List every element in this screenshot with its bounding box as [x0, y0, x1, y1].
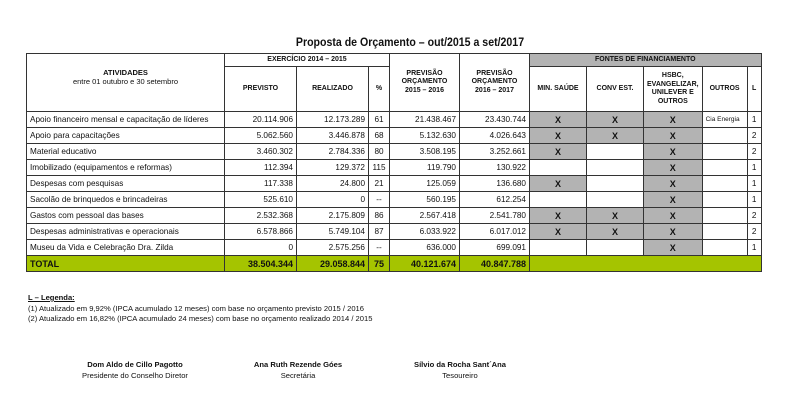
percent-cell: 115 — [369, 160, 390, 176]
percent-cell: 68 — [369, 128, 390, 144]
planned-cell: 525.610 — [225, 192, 297, 208]
total-label: TOTAL — [27, 256, 225, 272]
total-funding-blank — [530, 256, 762, 272]
funding-header: FONTES DE FINANCIAMENTO — [530, 54, 762, 67]
conv-est-cell: X — [587, 208, 644, 224]
forecast2-cell: 23.430.744 — [460, 112, 530, 128]
planned-cell: 6.578.866 — [225, 224, 297, 240]
conv-est-cell — [587, 240, 644, 256]
realized-cell: 129.372 — [297, 160, 369, 176]
planned-cell: 20.114.906 — [225, 112, 297, 128]
forecast1-cell: 125.059 — [390, 176, 460, 192]
total-forecast1: 40.121.674 — [390, 256, 460, 272]
conv-est-cell — [587, 192, 644, 208]
percent-cell: 21 — [369, 176, 390, 192]
forecast2-cell: 136.680 — [460, 176, 530, 192]
min-saude-cell: X — [530, 128, 587, 144]
outros-cell — [702, 176, 747, 192]
table-row — [27, 160, 762, 176]
percent-cell: -- — [369, 192, 390, 208]
planned-header: PREVISTO — [225, 67, 297, 112]
l-header: L — [747, 67, 761, 112]
l-cell: 1 — [747, 112, 761, 128]
percent-cell: 61 — [369, 112, 390, 128]
min-saude-header: MIN. SAÚDE — [530, 67, 587, 112]
table-row — [27, 128, 762, 144]
exercise-header: EXERCÍCIO 2014 – 2015 — [225, 54, 390, 67]
hsbc-header: HSBC, EVANGELIZAR, UNILEVER E OUTROS — [644, 67, 703, 112]
forecast1-cell: 5.132.630 — [390, 128, 460, 144]
outros-cell — [702, 224, 747, 240]
activities-header: ATIVIDADES entre 01 outubro e 30 setembro — [27, 54, 225, 112]
forecast1-cell: 2.567.418 — [390, 208, 460, 224]
table-row — [27, 112, 762, 128]
planned-cell: 3.460.302 — [225, 144, 297, 160]
planned-cell: 0 — [225, 240, 297, 256]
planned-cell: 5.062.560 — [225, 128, 297, 144]
conv-est-cell — [587, 176, 644, 192]
l-cell: 2 — [747, 208, 761, 224]
hsbc-cell: X — [644, 224, 703, 240]
hsbc-cell: X — [644, 160, 703, 176]
activity-cell: Sacolão de brinquedos e brincadeiras — [27, 192, 225, 208]
outros-cell — [702, 160, 747, 176]
realized-cell: 2.175.809 — [297, 208, 369, 224]
forecast2-cell: 130.922 — [460, 160, 530, 176]
total-planned: 38.504.344 — [225, 256, 297, 272]
forecast1-cell: 21.438.467 — [390, 112, 460, 128]
planned-cell: 2.532.368 — [225, 208, 297, 224]
min-saude-cell — [530, 240, 587, 256]
forecast1-cell: 119.790 — [390, 160, 460, 176]
l-cell: 1 — [747, 176, 761, 192]
hsbc-cell: X — [644, 208, 703, 224]
table-row — [27, 192, 762, 208]
conv-est-cell: X — [587, 128, 644, 144]
total-realized: 29.058.844 — [297, 256, 369, 272]
percent-cell: 86 — [369, 208, 390, 224]
percent-cell: 80 — [369, 144, 390, 160]
conv-est-cell: X — [587, 112, 644, 128]
activity-cell: Apoio financeiro mensal e capacitação de líderes — [27, 112, 225, 128]
realized-cell: 3.446.878 — [297, 128, 369, 144]
min-saude-cell: X — [530, 224, 587, 240]
percent-cell: -- — [369, 240, 390, 256]
planned-cell: 117.338 — [225, 176, 297, 192]
realized-cell: 24.800 — [297, 176, 369, 192]
percent-header: % — [369, 67, 390, 112]
forecast1-cell: 3.508.195 — [390, 144, 460, 160]
activity-cell: Despesas administrativas e operacionais — [27, 224, 225, 240]
table-row — [27, 224, 762, 240]
l-cell: 2 — [747, 128, 761, 144]
table-row — [27, 176, 762, 192]
legend-title: L – Legenda: — [28, 293, 75, 302]
hsbc-cell: X — [644, 144, 703, 160]
activity-cell: Apoio para capacitações — [27, 128, 225, 144]
activity-cell: Museu da Vida e Celebração Dra. Zilda — [27, 240, 225, 256]
l-cell: 1 — [747, 160, 761, 176]
l-cell: 2 — [747, 144, 761, 160]
legend — [28, 293, 372, 325]
realized-cell: 2.575.256 — [297, 240, 369, 256]
activity-cell: Despesas com pesquisas — [27, 176, 225, 192]
realized-header: REALIZADO — [297, 67, 369, 112]
table-row — [27, 144, 762, 160]
min-saude-cell: X — [530, 144, 587, 160]
conv-est-cell — [587, 144, 644, 160]
forecast2-cell: 612.254 — [460, 192, 530, 208]
min-saude-cell — [530, 160, 587, 176]
legend-line-2: (2) Atualizado em 16,82% (IPCA acumulado 24 meses) com base no orçamento realizado 2014 / 2015 — [28, 314, 373, 323]
conv-est-cell: X — [587, 224, 644, 240]
signature-president: Dom Aldo de Cillo Pagotto Presidente do Conselho Diretor — [82, 360, 188, 380]
hsbc-cell: X — [644, 176, 703, 192]
l-cell: 1 — [747, 240, 761, 256]
total-percent: 75 — [369, 256, 390, 272]
signature-secretary: Ana Ruth Rezende Góes Secretária — [253, 360, 343, 380]
outros-header: OUTROS — [702, 67, 747, 112]
outros-cell — [702, 144, 747, 160]
total-row — [27, 256, 762, 272]
legend-line-1: (1) Atualizado em 9,92% (IPCA acumulado 12 meses) com base no orçamento previsto 2015 / 2016 — [28, 303, 364, 313]
activity-cell: Gastos com pessoal das bases — [27, 208, 225, 224]
conv-est-header: CONV EST. — [587, 67, 644, 112]
activity-cell: Material educativo — [27, 144, 225, 160]
hsbc-cell: X — [644, 240, 703, 256]
conv-est-cell — [587, 160, 644, 176]
outros-cell — [702, 192, 747, 208]
realized-cell: 2.784.336 — [297, 144, 369, 160]
outros-cell: Cia Energia — [702, 112, 747, 128]
forecast2-cell: 3.252.661 — [460, 144, 530, 160]
table-row — [27, 208, 762, 224]
realized-cell: 5.749.104 — [297, 224, 369, 240]
activity-cell: Imobilizado (equipamentos e reformas) — [27, 160, 225, 176]
min-saude-cell — [530, 192, 587, 208]
document-title: Proposta de Orçamento – out/2015 a set/2017 — [295, 37, 525, 49]
forecast2-cell: 6.017.012 — [460, 224, 530, 240]
min-saude-cell: X — [530, 112, 587, 128]
min-saude-cell: X — [530, 208, 587, 224]
hsbc-cell: X — [644, 128, 703, 144]
l-cell: 1 — [747, 192, 761, 208]
realized-cell: 12.173.289 — [297, 112, 369, 128]
forecast1-cell: 636.000 — [390, 240, 460, 256]
signature-treasurer: Sílvio da Rocha Sant´Ana Tesoureiro — [414, 360, 506, 380]
percent-cell: 87 — [369, 224, 390, 240]
outros-cell — [702, 128, 747, 144]
planned-cell: 112.394 — [225, 160, 297, 176]
forecast1-cell: 560.195 — [390, 192, 460, 208]
table-row — [27, 240, 762, 256]
hsbc-cell: X — [644, 112, 703, 128]
realized-cell: 0 — [297, 192, 369, 208]
forecast1-cell: 6.033.922 — [390, 224, 460, 240]
forecast2-cell: 699.091 — [460, 240, 530, 256]
total-forecast2: 40.847.788 — [460, 256, 530, 272]
l-cell: 2 — [747, 224, 761, 240]
forecast-2015-header: PREVISÃO ORÇAMENTO 2015 – 2016 — [390, 54, 460, 112]
forecast-2016-header: PREVISÃO ORÇAMENTO 2016 – 2017 — [460, 54, 530, 112]
outros-cell — [702, 240, 747, 256]
outros-cell — [702, 208, 747, 224]
forecast2-cell: 4.026.643 — [460, 128, 530, 144]
budget-table — [26, 53, 762, 272]
forecast2-cell: 2.541.780 — [460, 208, 530, 224]
hsbc-cell: X — [644, 192, 703, 208]
min-saude-cell: X — [530, 176, 587, 192]
